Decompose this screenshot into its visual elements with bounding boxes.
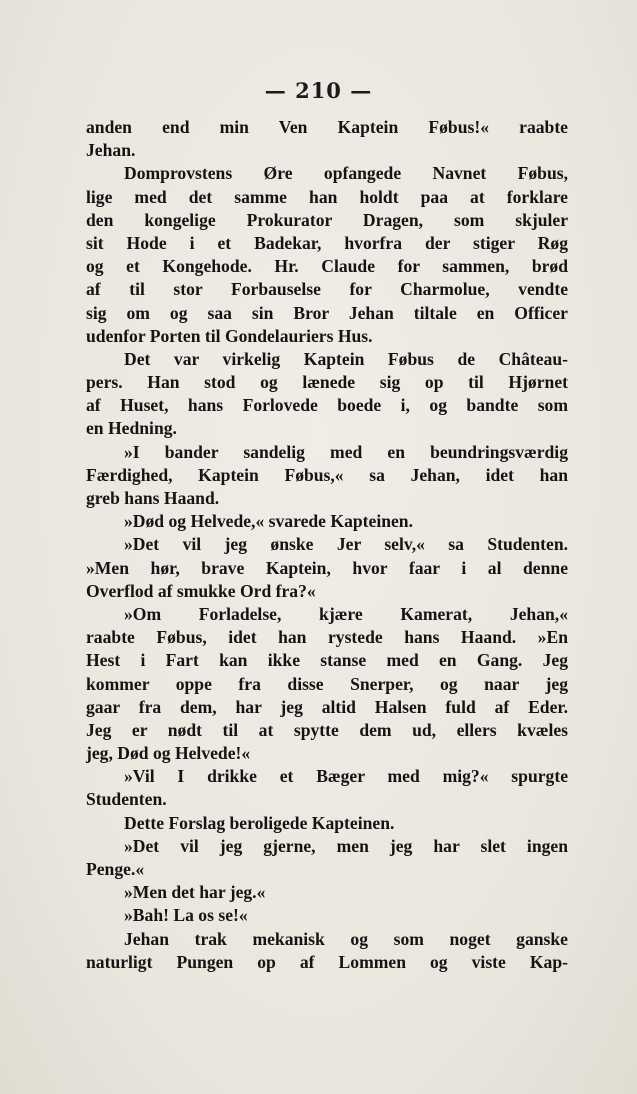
text-line: og et Kongehode. Hr. Claude for sammen, brød [86, 256, 568, 277]
text-line: jeg, Død og Helvede!« [86, 743, 251, 764]
text-line: »Det vil jeg ønske Jer selv,« sa Studenten. [124, 534, 568, 555]
text-line: af Huset, hans Forlovede boede i, og bandte som [86, 395, 568, 416]
text-line: »Vil I drikke et Bæger med mig?« spurgte [124, 766, 568, 787]
text-line: udenfor Porten til Gondelauriers Hus. [86, 325, 373, 346]
text-line: »Bah! La os se!« [124, 905, 248, 926]
text-line: lige med det samme han holdt paa at forklare [86, 186, 568, 207]
text-line: gaar fra dem, har jeg altid Halsen fuld af Eder. [86, 696, 568, 717]
text-line: den kongelige Prokurator Dragen, som skjuler [86, 209, 568, 230]
text-line: sit Hode i et Badekar, hvorfra der stiger Røg [86, 232, 568, 253]
text-line: »I bander sandelig med en beundringsværdig [124, 441, 568, 462]
text-line: »Men hør, brave Kaptein, hvor faar i al denne [86, 557, 568, 578]
body-text [86, 116, 568, 974]
text-line: greb hans Haand. [86, 488, 220, 508]
text-line: af til stor Forbauselse for Charmolue, vendte [86, 279, 568, 300]
text-line: Dette Forslag beroligede Kapteinen. [124, 812, 395, 833]
text-line: Jehan trak mekanisk og som noget ganske [124, 928, 568, 949]
text-line: Det var virkelig Kaptein Føbus de Château- [124, 348, 568, 369]
text-line: sig om og saa sin Bror Jehan tiltale en Officer [86, 302, 568, 323]
text-line: »Det vil jeg gjerne, men jeg har slet ingen [124, 835, 568, 856]
text-line: Domprovstens Øre opfangede Navnet Føbus, [124, 163, 568, 184]
text-line: Jehan. [86, 140, 136, 161]
text-line: »Død og Helvede,« svarede Kapteinen. [124, 511, 413, 532]
text-line: anden end min Ven Kaptein Føbus!« raabte [86, 117, 568, 137]
text-line: Jeg er nødt til at spytte dem ud, ellers kvæles [86, 719, 568, 740]
text-line: »Om Forladelse, kjære Kamerat, Jehan,« [124, 603, 568, 624]
text-line: »Men det har jeg.« [124, 882, 266, 903]
text-line: kommer oppe fra disse Snerper, og naar jeg [86, 673, 568, 694]
text-line: en Hedning. [86, 418, 177, 439]
text-line: naturligt Pungen op af Lommen og viste Kap- [86, 951, 568, 972]
page-number: — 210 — [264, 78, 373, 103]
text-line: Færdighed, Kaptein Føbus,« sa Jehan, idet han [86, 464, 568, 485]
text-line: pers. Han stod og lænede sig op til Hjørnet [86, 372, 568, 393]
text-line: Studenten. [86, 789, 167, 810]
text-line: Penge.« [86, 859, 145, 879]
text-line: Hest i Fart kan ikke stanse med en Gang. Jeg [86, 650, 568, 671]
text-line: Overflod af smukke Ord fra?« [86, 580, 316, 601]
text-line: raabte Føbus, idet han rystede hans Haand. »En [86, 627, 568, 648]
